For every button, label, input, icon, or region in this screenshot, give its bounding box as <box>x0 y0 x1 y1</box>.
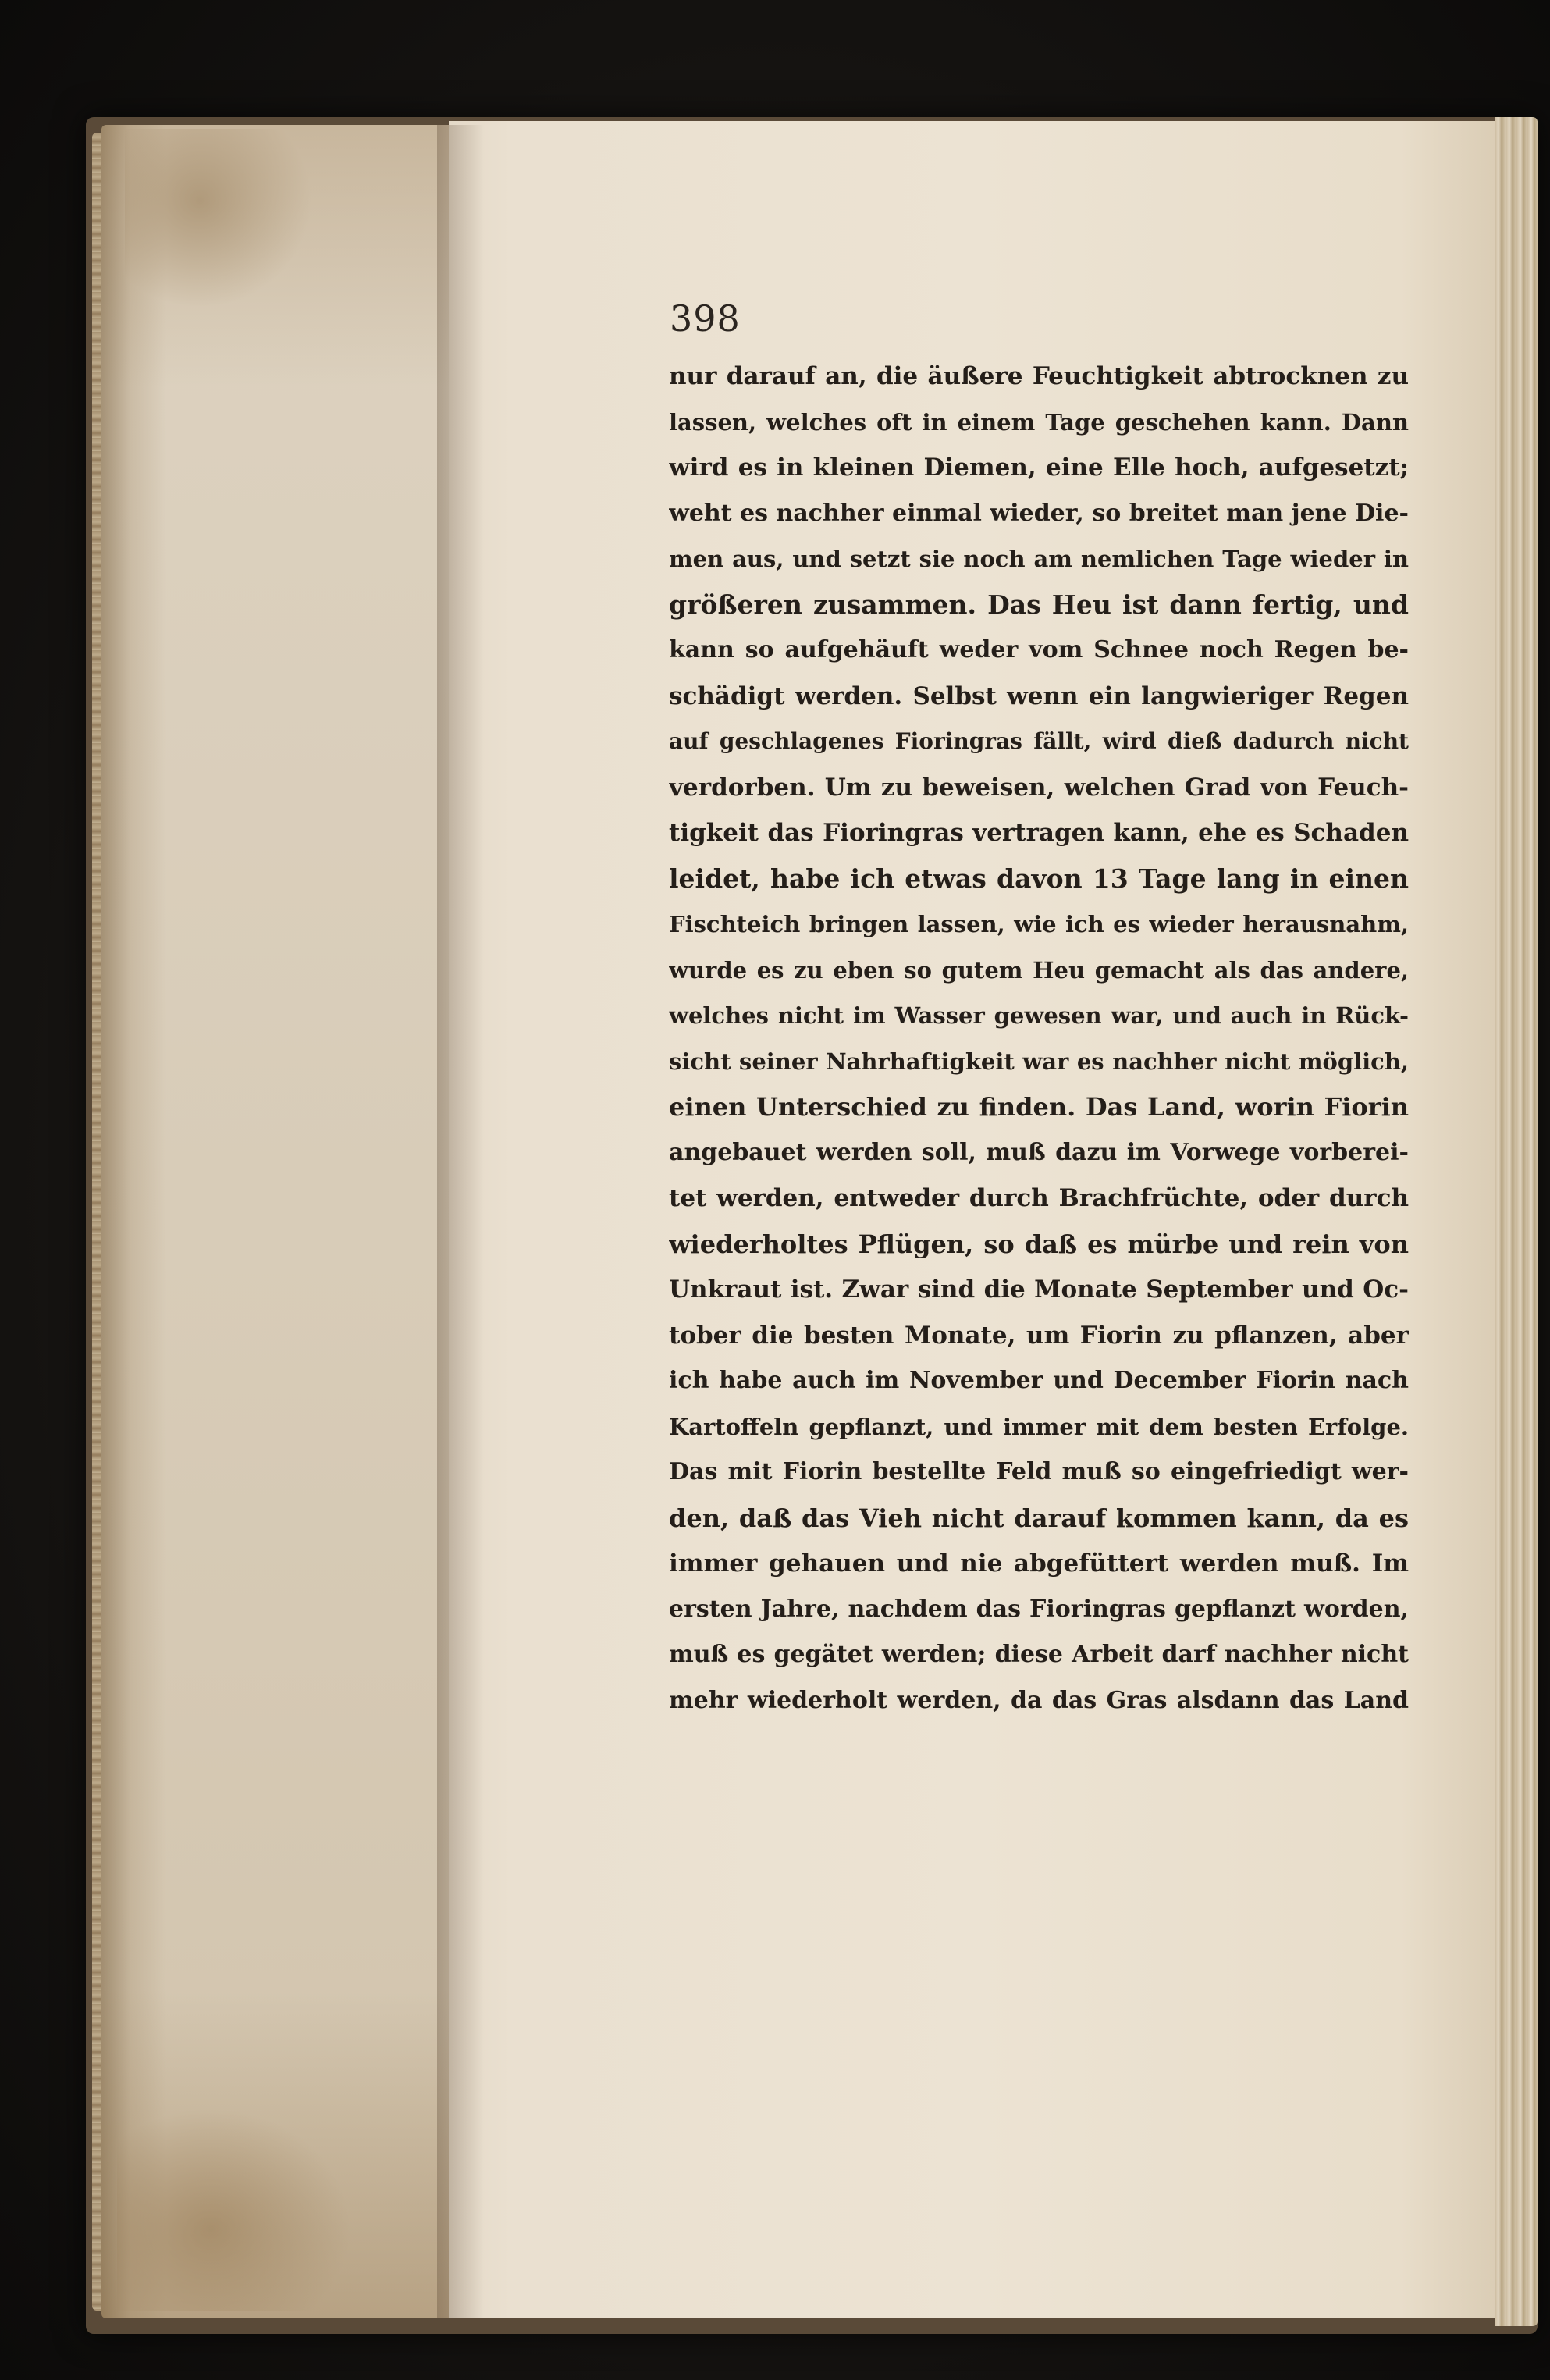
page-number: 398 <box>670 297 741 340</box>
text-line: verdorben. Um zu beweisen, welchen Grad von Feuch- <box>669 773 1409 802</box>
text-line: einen Unterschied zu finden. Das Land, worin Fiorin <box>669 1092 1409 1122</box>
text-line: mehr wiederholt werden, da das Gras alsdann das Land <box>669 1686 1409 1714</box>
text-line: Fischteich bringen lassen, wie ich es wieder herausnahm, <box>669 911 1409 937</box>
text-line: tober die besten Monate, um Fiorin zu pflanzen, aber <box>669 1321 1409 1350</box>
text-line: welches nicht im Wasser gewesen war, und auch in Rück- <box>669 1002 1409 1029</box>
text-line: angebauet werden soll, muß dazu im Vorwege vorberei- <box>669 1138 1409 1166</box>
text-line: lassen, welches oft in einem Tage geschehen kann. Dann <box>669 408 1409 436</box>
page-edges-right <box>1495 117 1538 2326</box>
text-line: Unkraut ist. Zwar sind die Monate September und Oc- <box>669 1275 1409 1304</box>
text-line: men aus, und setzt sie noch am nemlichen Tage wieder in <box>669 546 1409 572</box>
text-line: den, daß das Vieh nicht darauf kommen kann, da es <box>669 1503 1409 1533</box>
text-line: tet werden, entweder durch Brachfrüchte, oder durch <box>669 1184 1409 1212</box>
text-line: ersten Jahre, nachdem das Fioringras gepflanzt worden, <box>669 1595 1409 1623</box>
text-line: wird es in kleinen Diemen, eine Elle hoch, aufgesetzt; <box>669 454 1409 482</box>
text-line: sicht seiner Nahrhaftigkeit war es nachher nicht möglich, <box>669 1048 1409 1075</box>
page-gutter-shadow <box>437 125 484 2318</box>
text-line: leidet, habe ich etwas davon 13 Tage lang in einen <box>669 863 1409 894</box>
text-line: schädigt werden. Selbst wenn ein langwieriger Regen <box>669 681 1409 710</box>
flyleaf <box>101 125 460 2318</box>
water-stain-bottom <box>117 2108 351 2311</box>
text-line: größeren zusammen. Das Heu ist dann fertig, und <box>669 589 1409 620</box>
water-stain-top <box>125 129 312 308</box>
text-line: Das mit Fiorin bestellte Feld muß so eingefriedigt wer- <box>669 1458 1409 1485</box>
text-line: ich habe auch im November und December Fiorin nach <box>669 1367 1409 1394</box>
text-line: Kartoffeln gepflanzt, und immer mit dem besten Erfolge. <box>669 1413 1409 1440</box>
text-line: auf geschlagenes Fioringras fällt, wird dieß dadurch nicht <box>669 728 1409 754</box>
text-line: wurde es zu eben so gutem Heu gemacht als das andere, <box>669 956 1409 984</box>
text-line: muß es gegätet werden; diese Arbeit darf nachher nicht <box>669 1641 1409 1668</box>
text-line: immer gehauen und nie abgefüttert werden muß. Im <box>669 1549 1409 1578</box>
text-line: nur darauf an, die äußere Feuchtigkeit abtrocknen zu <box>669 362 1409 390</box>
text-line: wiederholtes Pflügen, so daß es mürbe und rein von <box>669 1229 1409 1259</box>
body-text <box>669 354 1409 1724</box>
text-line: weht es nachher einmal wieder, so breitet man jene Die- <box>669 499 1409 527</box>
text-line: kann so aufgehäuft weder vom Schnee noch Regen be- <box>669 636 1409 663</box>
text-line: tigkeit das Fioringras vertragen kann, ehe es Schaden <box>669 819 1409 847</box>
